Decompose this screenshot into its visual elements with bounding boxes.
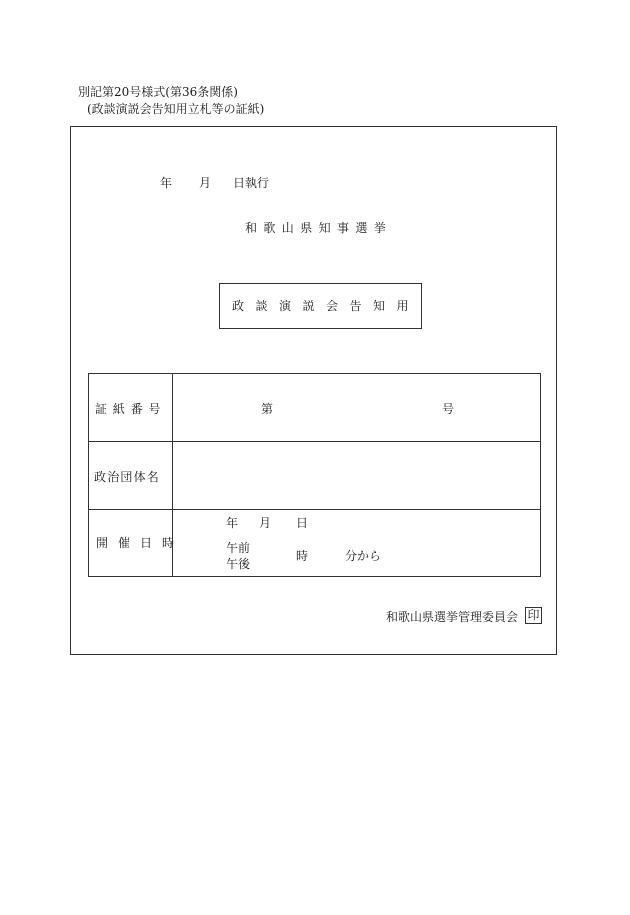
meeting-am-label: 午前 <box>226 541 251 555</box>
meeting-pm-label: 午後 <box>226 557 251 571</box>
execution-year-label: 年 <box>160 176 173 190</box>
meeting-hour-label: 時 <box>296 549 309 563</box>
organization-label: 政治団体名 <box>94 470 161 484</box>
form-label: 別記第20号様式(第36条関係) <box>78 85 238 99</box>
meeting-month-label: 月 <box>259 516 272 530</box>
table-row-divider <box>89 441 540 442</box>
purpose-text: 政談演説会告知用 <box>232 299 421 313</box>
execution-day-label: 日執行 <box>233 176 270 190</box>
datetime-label: 開催日時 <box>96 536 185 550</box>
number-suffix: 号 <box>442 402 455 416</box>
meeting-day-label: 日 <box>296 516 309 530</box>
form-subtitle: (政談演説会告知用立札等の証紙) <box>87 102 265 116</box>
committee-name: 和歌山県選挙管理委員会 <box>386 610 519 624</box>
execution-month-label: 月 <box>199 176 212 190</box>
stamp-number-label: 証紙番号 <box>95 402 167 416</box>
seal-mark: 印 <box>525 607 542 624</box>
number-prefix: 第 <box>261 402 274 416</box>
meeting-minute-label: 分から <box>345 549 382 563</box>
table-row-divider <box>89 509 540 510</box>
meeting-year-label: 年 <box>226 516 239 530</box>
election-name: 和歌山県知事選挙 <box>245 221 393 235</box>
